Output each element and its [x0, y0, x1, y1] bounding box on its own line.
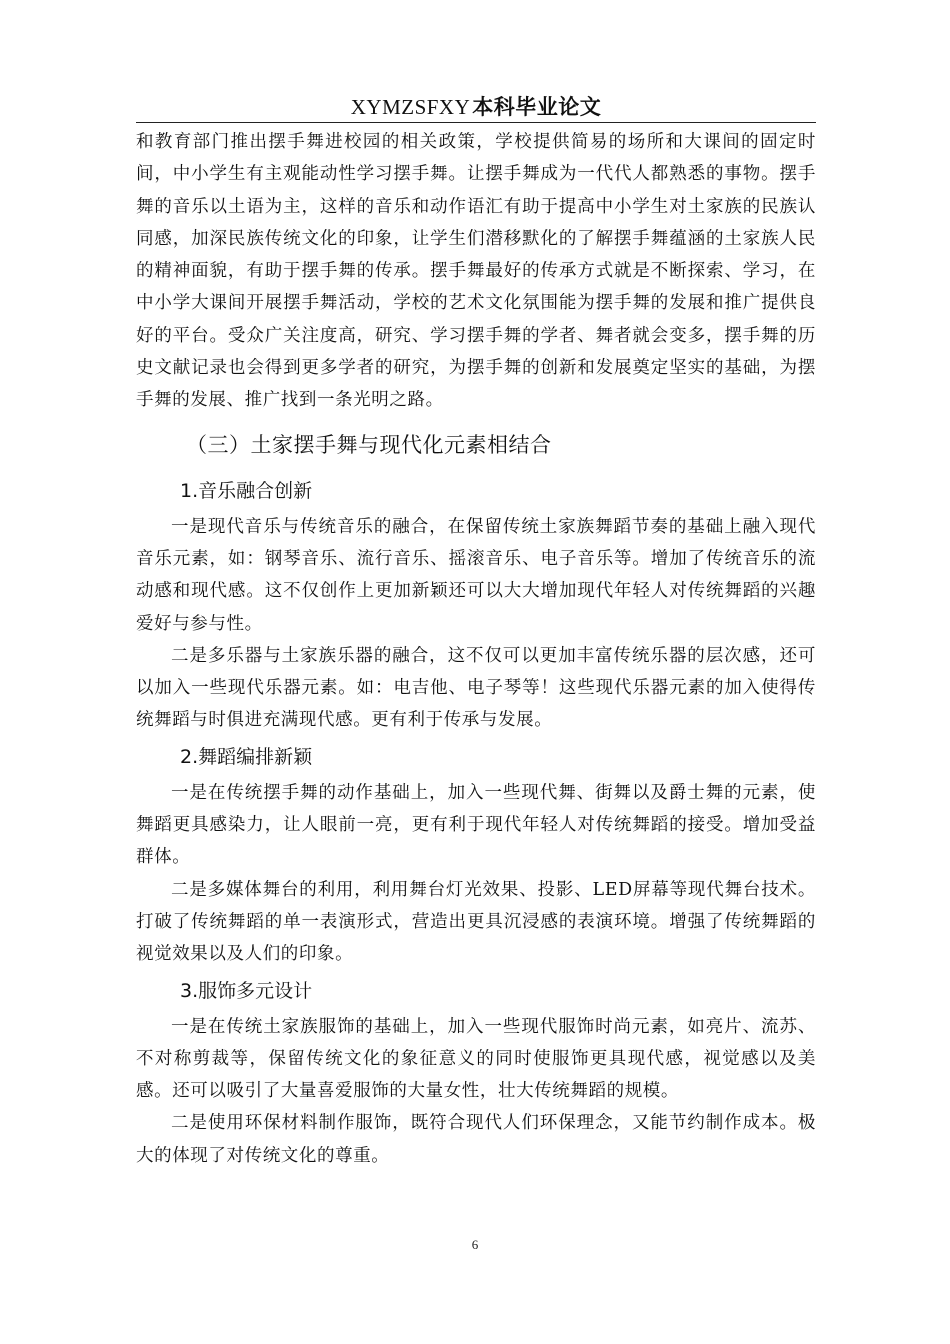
subsection-heading-dance: 2.舞蹈编排新颖: [180, 745, 313, 768]
paragraph-costume-1: 一是在传统土家族服饰的基础上，加入一些现代服饰时尚元素，如亮片、流苏、不对称剪裁等，保留传统文化的象征意义的同时使服饰更具现代感，视觉感以及美感。还可以吸引了大量喜爱服饰的大量女性，壮大传统舞蹈的规模。: [136, 1016, 816, 1102]
paragraph-costume-2: 二是使用环保材料制作服饰，既符合现代人们环保理念，又能节约制作成本。极大的体现了对传统文化的尊重。: [136, 1113, 816, 1166]
subsection-heading-music: 1.音乐融合创新: [180, 479, 313, 502]
paragraph-dance-2: 二是多媒体舞台的利用，利用舞台灯光效果、投影、LED屏幕等现代舞台技术。打破了传统舞蹈的单一表演形式，营造出更具沉浸感的表演环境。增强了传统舞蹈的视觉效果以及人们的印象。: [136, 879, 816, 965]
header-rule: [136, 122, 816, 123]
page-content: [136, 126, 816, 1172]
paragraph-music-1: 一是现代音乐与传统音乐的融合，在保留传统土家族舞蹈节奏的基础上融入现代音乐元素，如：钢琴音乐、流行音乐、摇滚音乐、电子音乐等。增加了传统音乐的流动感和现代感。这不仅创作上更加新颖还可以大大增加现代年轻人对传统舞蹈的兴趣爱好与参与性。: [136, 516, 816, 634]
paragraph-dance-1: 一是在传统摆手舞的动作基础上，加入一些现代舞、街舞以及爵士舞的元素，使舞蹈更具感染力，让人眼前一亮，更有利于现代年轻人对传统舞蹈的接受。增加受益群体。: [136, 782, 816, 868]
header-school-code: XYMZSFXY: [350, 95, 471, 119]
continuation-paragraph: 和教育部门推出摆手舞进校园的相关政策，学校提供简易的场所和大课间的固定时间，中小学生有主观能动性学习摆手舞。让摆手舞成为一代代人都熟悉的事物。摆手舞的音乐以土语为主，这样的音乐和动作语汇有助于提高中小学生对土家族的民族认同感，加深民族传统文化的印象，让学生们潜移默化的了解摆手舞蕴涵的土家族人民的精神面貌，有助于摆手舞的传承。摆手舞最好的传承方式就是不断探索、学习，在中小学大课间开展摆手舞活动，学校的艺术文化氛围能为摆手舞的发展和推广提供良好的平台。受众广关注度高，研究、学习摆手舞的学者、舞者就会变多，摆手舞的历史文献记录也会得到更多学者的研究，为摆手舞的创新和发展奠定坚实的基础，为摆手舞的发展、推广找到一条光明之路。: [136, 132, 816, 411]
subsection-heading-costume: 3.服饰多元设计: [180, 979, 313, 1002]
paragraph-music-2: 二是多乐器与土家族乐器的融合，这不仅可以更加丰富传统乐器的层次感，还可以加入一些现代乐器元素。如：电吉他、电子琴等！这些现代乐器元素的加入使得传统舞蹈与时俱进充满现代感。更有利于传承与发展。: [136, 645, 816, 731]
section-heading: （三）土家摆手舞与现代化元素相结合: [186, 432, 552, 457]
page-number: 6: [471, 1237, 479, 1252]
page-header: [136, 94, 816, 120]
header-thesis-label: 本科毕业论文: [472, 95, 602, 119]
